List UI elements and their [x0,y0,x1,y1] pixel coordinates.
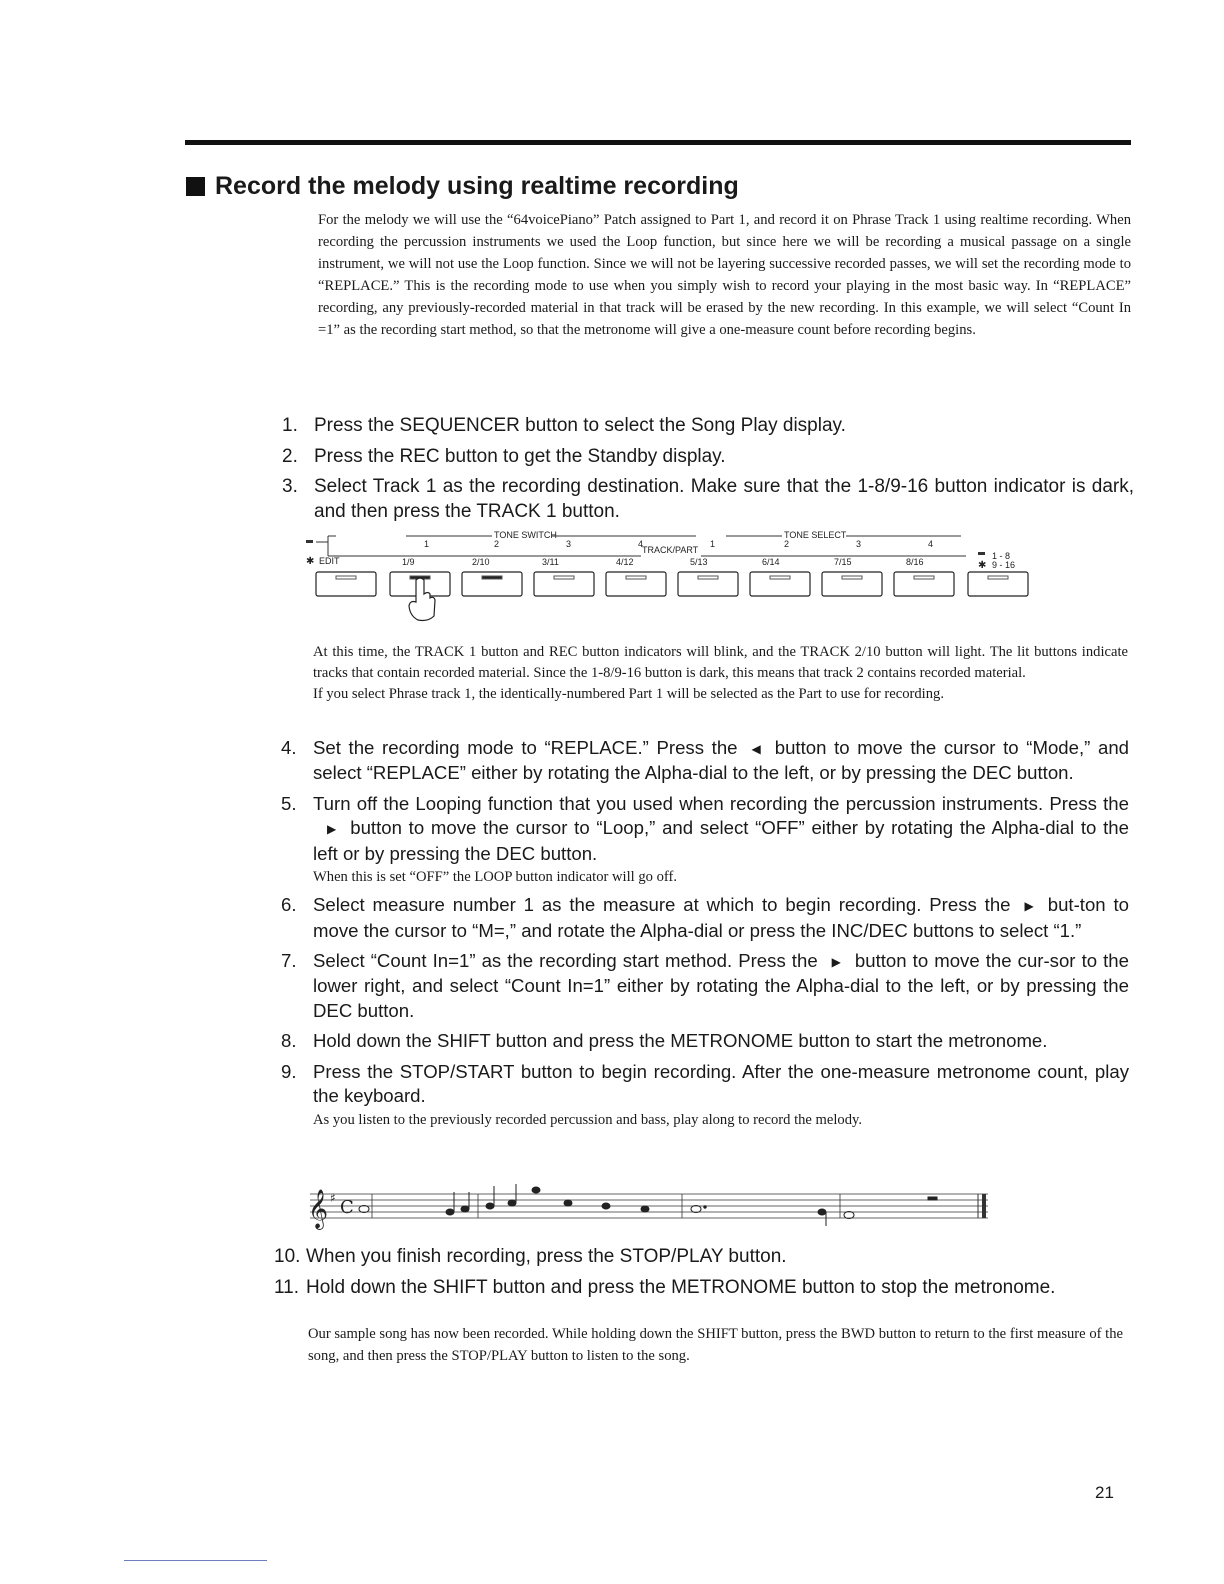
page-number: 21 [1095,1483,1114,1502]
track-label: 6/14 [762,557,780,567]
step-text: Hold down the SHIFT button and press the METRONOME button to stop the metronome. [306,1276,1056,1298]
list-item [282,414,1134,439]
track-label: 8/16 [906,557,924,567]
step-text-block [313,736,1129,786]
step-note: As you listen to the previously recorded percussion and bass, play along to record the melody. [313,1111,863,1128]
step-text-block [313,949,1129,1023]
bottom-rule [124,1560,267,1561]
edit-indicator-icon: ✱ [306,556,315,567]
panel-notes [313,642,1128,705]
list-item [282,475,1134,524]
list-item [281,736,1129,786]
step-number: 4. [281,737,297,758]
track-button-diagram [306,528,1046,638]
note-paragraph: At this time, the TRACK 1 button and REC button indicators will blink, and the TRACK 2/10 button will light. The lit buttons indicate tracks that contain recorded material. Since the 1-8/9-16 button is dark, this means that track 2 contains recorded material. [313,644,1128,681]
dot [704,1206,706,1208]
step-text: button to move the cur-sor to the lower right, and select “Count In=1” either by rotating the Alpha-dial to the left, or by pressing the DEC button. [313,950,1129,1021]
track-label: 2/10 [472,557,490,567]
step-number: 3. [282,476,298,497]
step-text-block [313,792,1129,887]
note-head [461,1206,469,1212]
button-indicator-lit [482,576,502,579]
steps-list-b [281,736,1129,1136]
note-head [532,1187,540,1193]
step-number: 11. [274,1276,300,1298]
square-bullet-icon [186,177,205,196]
tone-number: 4 [638,539,644,549]
list-item [281,1060,1129,1130]
note-head [508,1200,516,1206]
note-head [486,1203,494,1209]
step-note: When this is set “OFF” the LOOP button indicator will go off. [313,869,677,886]
track-label: 4/12 [616,557,634,567]
note-head [818,1209,826,1215]
list-item [274,1245,1134,1270]
step-text: Turn off the Looping function that you used when recording the percussion instruments. Press the [313,792,1129,814]
rest-icon [928,1197,937,1200]
note-head [359,1206,369,1213]
indicator-off-icon [978,552,985,555]
step-number: 8. [281,1030,297,1052]
note-head [691,1206,701,1213]
step-number: 5. [281,792,297,814]
tone-number: 1 [710,539,716,549]
section-heading [186,172,739,201]
step-text: button to move the cursor to “Mode,” and select “REPLACE” either by rotating the Alpha-dial to the left, or by pressing the DEC button. [313,737,1130,784]
step-text: Press the REC button to get the Standby display. [314,445,726,467]
track-label: 7/15 [834,557,852,567]
step-text: Hold down the SHIFT button and press the METRONOME button to start the metronome. [313,1030,1048,1052]
step-number: 10. [274,1246,301,1267]
common-time-icon: C [340,1197,354,1218]
step-text: button to move the cursor to “Loop,” and select “OFF” either by rotating the Alpha-dial to the left or by pressing the DEC button. [313,817,1129,864]
step-text: Select measure number 1 as the measure at which to begin recording. Press the [313,894,1011,916]
step-text: Press the STOP/START button to begin recording. After the one-measure metronome count, play the keyboard. [313,1060,1129,1107]
tone-number: 3 [566,539,572,549]
treble-clef-icon: 𝄞 [308,1189,329,1229]
step-text-block [313,1060,1129,1130]
list-item [282,445,1134,470]
track-label: 3/11 [542,557,559,567]
melody-staff [300,1180,1000,1230]
step-text: Select Track 1 as the recording destination. Make sure that the 1-8/9-16 button indicator is dark, and then press the TRACK 1 button. [314,476,1134,522]
steps-list-a [282,414,1134,530]
heading-text: Record the melody using realtime recording [215,172,739,200]
tone-number: 3 [856,539,862,549]
steps-list-c [274,1245,1134,1306]
step-number: 6. [281,894,297,916]
tone-number: 4 [928,539,934,549]
list-item [274,1276,1134,1301]
track-label: 5/13 [690,557,708,567]
track-label: 1/9 [402,557,415,567]
tone-number: 1 [424,539,430,549]
list-item [281,1029,1129,1054]
step-number: 9. [281,1060,297,1082]
tone-switch-label: TONE SWITCH [494,530,557,540]
step-number: 2. [282,445,298,467]
bank-indicator-icon: ✱ [978,560,987,571]
edit-label: EDIT [319,556,340,566]
tone-number: 2 [494,539,500,549]
top-rule [185,140,1131,145]
right-arrow-icon: ▶ [1024,899,1034,914]
step-text: Select “Count In=1” as the recording start method. Press the [313,950,818,972]
bank-label-top: 1 - 8 [992,551,1011,561]
left-arrow-icon: ◀ [751,741,761,756]
note-head [641,1206,649,1212]
note-head [844,1212,854,1219]
step-text: Set the recording mode to “REPLACE.” Press the [313,737,738,758]
step-number: 1. [282,415,298,436]
step-text: but-ton to move the cursor to “M=,” and rotate the Alpha-dial or press the INC/DEC buttons to select “1.” [313,894,1130,941]
step-number: 7. [281,950,297,972]
list-item [281,949,1129,1023]
closing-paragraph: Our sample song has now been recorded. While holding down the SHIFT button, press the BWD button to return to the first measure of the song, and then press the STOP/PLAY button to listen to the song. [308,1326,1123,1364]
note-head [602,1203,610,1209]
note-head [446,1209,454,1215]
tone-select-label: TONE SELECT [784,530,847,540]
right-arrow-icon: ▶ [831,954,841,969]
list-item [281,792,1129,887]
track-part-label: TRACK/PART [642,545,699,555]
intro-paragraph: For the melody we will use the “64voicePiano” Patch assigned to Part 1, and record it on Phrase Track 1 using realtime recording. When recording the percussion instruments we used the Loop function, but since here we will be recording a musical passage on a single instrument, we will not use the Loop function. Since we will not be layering successive recorded passes, we will set the recording mode to “REPLACE.” This is the recording mode to use when you simply wish to record your playing in the most basic way. In “REPLACE” recording, any previously-recorded material in that track will be erased by the new recording. In this example, we will select “Count In =1” as the recording start method, so that the metronome will give a one-measure count before recording begins. [318,212,1131,338]
right-arrow-icon: ▶ [327,822,337,837]
list-item [281,893,1129,943]
step-text: When you finish recording, press the STOP/PLAY button. [306,1246,787,1267]
tone-number: 2 [784,539,790,549]
indicator-off-icon [306,540,313,543]
note-paragraph: If you select Phrase track 1, the identically-numbered Part 1 will be selected as the Part to use for recording. [313,686,944,702]
step-text: Press the SEQUENCER button to select the Song Play display. [314,415,846,436]
step-text-block [313,893,1129,943]
note-head [564,1200,572,1206]
bank-label-bottom: 9 - 16 [992,560,1016,570]
sharp-icon: ♯ [330,1191,336,1205]
